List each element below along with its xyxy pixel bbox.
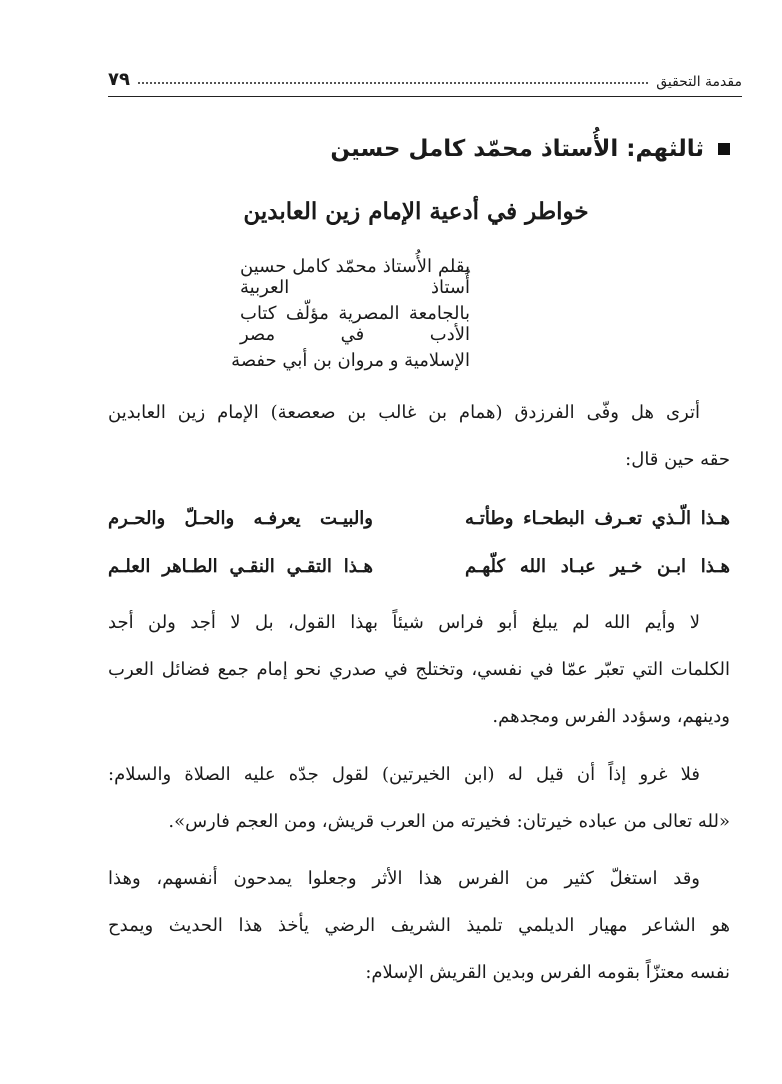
- section-heading-text: ثالثهم: الأُستاذ محمّد كامل حسين: [330, 136, 704, 162]
- verse-second-hemistich: والبيـت يعرفـه والحـلّ والحـرم: [108, 508, 373, 529]
- paragraph-line: ودينهم، وسؤدد الفرس ومجدهم.: [492, 706, 730, 727]
- verse-line: [108, 556, 730, 577]
- paragraph-line: الكلمات التي تعبّر عمّا في نفسي، وتختلج في صدري نحو إمام جمع فضائل العرب: [108, 659, 731, 680]
- running-header: [108, 64, 742, 90]
- paragraph-line: حقه حين قال:: [625, 449, 730, 470]
- square-bullet-icon: [718, 143, 730, 155]
- running-header-title: مقدمة التحقيق: [656, 74, 742, 90]
- paragraph-line: «لله تعالى من عباده خيرتان: فخيرته من العرب قريش، ومن العجم فارس».: [168, 811, 730, 832]
- paragraph-line: وقد استغلّ كثير من الفرس هذا الأثر وجعلوا يمدحون أنفسهم، وهذا: [108, 868, 700, 889]
- leader-dots: [138, 82, 648, 84]
- paragraph-line: أترى هل وفّى الفرزدق (همام بن غالب بن صعصعة) الإمام زين العابدين: [108, 402, 700, 423]
- section-heading: [60, 136, 730, 162]
- article-title: خواطر في أدعية الإمام زين العابدين: [243, 198, 589, 225]
- verse-first-hemistich: هـذا الّـذي تعـرف البطحـاء وطأتـه: [465, 508, 730, 529]
- verse-first-hemistich: هـذا ابـن خـير عبـاد الله كلّهـم: [465, 556, 730, 577]
- paragraph-line: فلا غرو إذاً أن قيل له (ابن الخيرتين) لقول جدّه عليه الصلاة والسلام:: [108, 764, 700, 785]
- paragraph-line: نفسه معتزّاً بقومه الفرس وبدين القريش الإسلام:: [365, 962, 730, 983]
- verse-line: [108, 508, 730, 529]
- paragraph-line: لا وأيم الله لم يبلغ أبو فراس شيئاً بهذا القول، بل لا أجد ولن أجد: [108, 612, 700, 633]
- byline-line: الإسلامية و مروان بن أبي حفصة: [231, 350, 470, 371]
- header-rule: [108, 96, 742, 97]
- verse-second-hemistich: هـذا التقـي النقـي الطـاهر العلـم: [108, 556, 373, 577]
- byline-line: بقلم الأُستاذ محمّد كامل حسين أُستاذ العربية: [240, 256, 470, 298]
- byline-line: بالجامعة المصرية مؤلّف كتاب الأدب في مصر: [240, 303, 470, 345]
- page-number: ٧٩: [108, 69, 130, 90]
- paragraph-line: هو الشاعر مهيار الديلمي تلميذ الشريف الرضي يأخذ هذا الحديث ويمدح: [108, 915, 730, 936]
